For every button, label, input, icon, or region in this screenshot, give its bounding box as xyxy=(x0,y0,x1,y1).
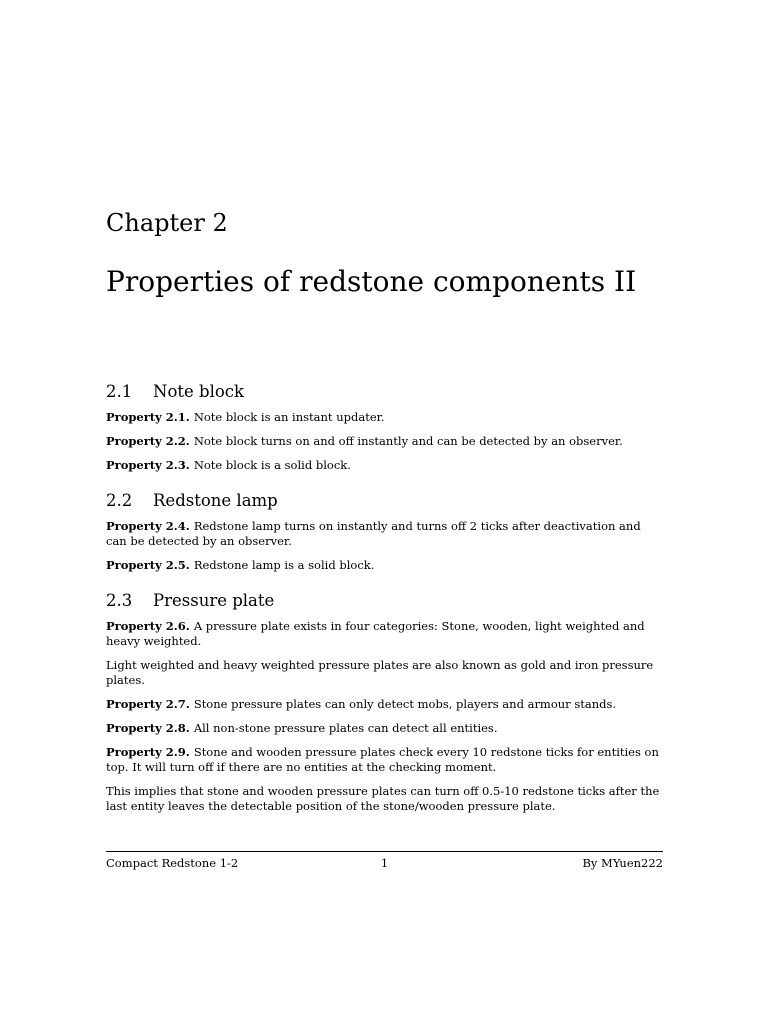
property-text: Note block is a solid block. xyxy=(193,458,351,472)
chapter-label: Chapter 2 xyxy=(106,209,228,237)
section-title: Pressure plate xyxy=(153,591,275,610)
section-title: Redstone lamp xyxy=(153,491,278,510)
body-paragraph xyxy=(106,784,663,814)
property-label: Property 2.8. xyxy=(106,721,190,735)
page-footer xyxy=(106,855,663,871)
property-text: A pressure plate exists in four categories: Stone, wooden, light weighted and heavy weighted. xyxy=(106,619,645,648)
property-text: Stone and wooden pressure plates check every 10 redstone ticks for entities on top. It will turn off if there are no entities at the checking moment. xyxy=(106,745,659,774)
section-note-block xyxy=(106,381,663,473)
paragraph-text: Light weighted and heavy weighted pressure plates are also known as gold and iron pressure plates. xyxy=(106,658,654,687)
property-paragraph xyxy=(106,410,663,425)
property-paragraph xyxy=(106,745,663,775)
property-label: Property 2.1. xyxy=(106,410,190,424)
property-label: Property 2.5. xyxy=(106,558,190,572)
footer-page-number: 1 xyxy=(380,856,389,870)
paragraph-text: This implies that stone and wooden pressure plates can turn off 0.5-10 redstone ticks after the last entity leaves the detectable position of the stone/wooden pressure plate. xyxy=(106,784,660,813)
footer-document-title: Compact Redstone 1-2 xyxy=(106,856,239,870)
property-paragraph xyxy=(106,434,663,449)
property-paragraph xyxy=(106,721,663,736)
section-number: 2.2 xyxy=(106,491,133,510)
property-paragraph xyxy=(106,519,663,549)
property-label: Property 2.6. xyxy=(106,619,190,633)
section-redstone-lamp xyxy=(106,490,663,573)
section-heading xyxy=(106,490,663,512)
property-text: Note block turns on and off instantly and can be detected by an observer. xyxy=(193,434,623,448)
section-pressure-plate xyxy=(106,590,663,814)
property-label: Property 2.4. xyxy=(106,519,190,533)
property-label: Property 2.7. xyxy=(106,697,190,711)
body-paragraph xyxy=(106,658,663,688)
property-label: Property 2.9. xyxy=(106,745,190,759)
property-paragraph xyxy=(106,558,663,573)
section-number: 2.3 xyxy=(106,591,133,610)
document-page xyxy=(106,0,663,1024)
property-paragraph xyxy=(106,619,663,649)
footer-author: By MYuen222 xyxy=(582,856,663,870)
property-paragraph xyxy=(106,458,663,473)
property-text: Stone pressure plates can only detect mobs, players and armour stands. xyxy=(193,697,617,711)
property-label: Property 2.2. xyxy=(106,434,190,448)
section-title: Note block xyxy=(153,382,245,401)
section-number: 2.1 xyxy=(106,382,133,401)
property-text: Redstone lamp is a solid block. xyxy=(193,558,375,572)
property-paragraph xyxy=(106,697,663,712)
section-heading xyxy=(106,590,663,612)
footer-rule xyxy=(106,851,663,852)
property-text: All non-stone pressure plates can detect all entities. xyxy=(193,721,498,735)
chapter-content xyxy=(106,381,663,823)
property-text: Note block is an instant updater. xyxy=(193,410,385,424)
section-heading xyxy=(106,381,663,403)
chapter-title: Properties of redstone components II xyxy=(106,265,637,298)
property-text: Redstone lamp turns on instantly and turns off 2 ticks after deactivation and can be detected by an observer. xyxy=(106,519,641,548)
property-label: Property 2.3. xyxy=(106,458,190,472)
